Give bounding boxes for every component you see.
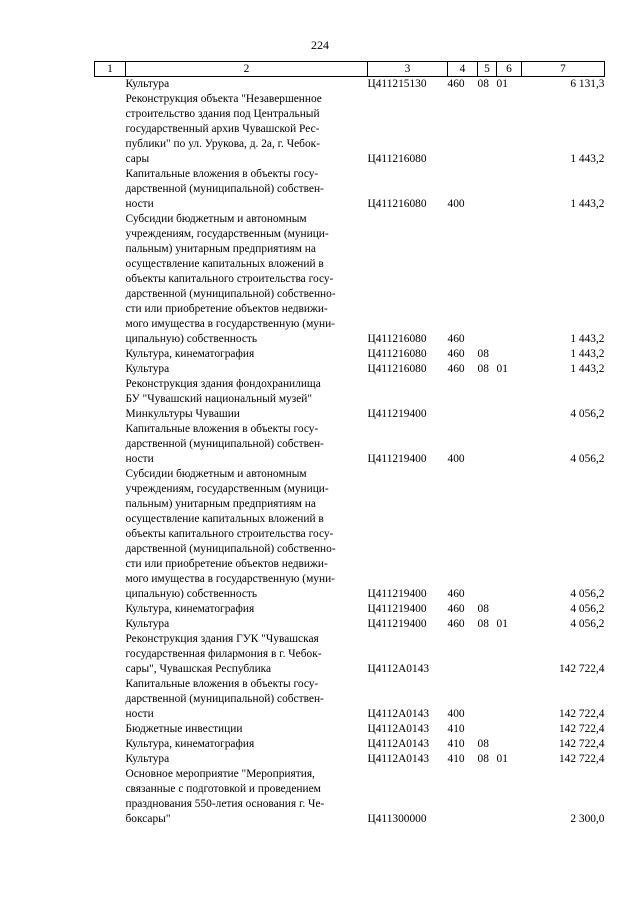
column-header: 1 [95, 62, 126, 77]
item-name-cell [126, 737, 368, 752]
table-row [95, 377, 605, 422]
row-number-cell [95, 467, 126, 602]
item-name-line: Культура, кинематография [125, 603, 255, 615]
row-number-cell [95, 167, 126, 212]
amount-cell: 1 443,2 [570, 363, 605, 375]
item-name-cell [126, 347, 368, 362]
item-name-line: Капитальные вложения в объекты госу- [125, 168, 319, 180]
item-name-line: публики" по ул. Урукова, д. 2а, г. Чебок- [125, 138, 320, 150]
table-row [95, 752, 605, 767]
expense-group-cell [448, 92, 478, 167]
target-code-cell: Ц4112А0143 [367, 723, 430, 735]
amount-cell: 1 443,2 [570, 333, 605, 345]
section-cell [478, 422, 497, 467]
section-cell: 08 [477, 738, 489, 750]
expense-group-cell: 460 [447, 78, 465, 90]
target-code-cell: Ц411219400 [367, 618, 427, 630]
section-cell [478, 92, 497, 167]
budget-table [94, 61, 605, 827]
item-name-line: дарственной (муниципальной) собствен- [125, 438, 324, 450]
item-name-line: Культура, кинематография [125, 738, 255, 750]
item-name-line: дарственной (муниципальной) собственно- [125, 288, 336, 300]
subsection-cell [497, 167, 522, 212]
table-row [95, 422, 605, 467]
target-code-cell: Ц411216080 [367, 153, 427, 165]
section-cell: 08 [477, 618, 489, 630]
section-cell [478, 677, 497, 722]
item-name-line: сары [125, 153, 150, 165]
subsection-cell: 01 [496, 618, 508, 630]
item-name-line: Культура [125, 618, 170, 630]
subsection-cell [497, 422, 522, 467]
item-name-line: пальным) унитарным предприятиям на [125, 243, 316, 255]
item-name-line: Культура, кинематография [125, 348, 255, 360]
item-name-line: осуществление капитальных вложений в [125, 258, 324, 270]
item-name-line: осуществление капитальных вложений в [125, 513, 324, 525]
item-name-line: Реконструкция здания фондохранилища [125, 378, 321, 390]
table-row [95, 347, 605, 362]
expense-group-cell: 460 [447, 333, 465, 345]
row-number-cell [95, 602, 126, 617]
expense-group-cell: 410 [447, 738, 465, 750]
row-number-cell [95, 722, 126, 737]
table-row [95, 212, 605, 347]
subsection-cell [497, 767, 522, 827]
item-name-line: ности [125, 708, 154, 720]
row-number-cell [95, 377, 126, 422]
amount-cell: 4 056,2 [570, 408, 605, 420]
subsection-cell [497, 722, 522, 737]
item-name-line: ности [125, 453, 154, 465]
item-name-line: Минкультуры Чувашии [125, 408, 240, 420]
target-code-cell: Ц411216080 [367, 333, 427, 345]
subsection-cell [497, 467, 522, 602]
amount-cell: 4 056,2 [570, 603, 605, 615]
amount-cell: 1 443,2 [570, 348, 605, 360]
subsection-cell [497, 92, 522, 167]
item-name-line: учреждениям, государственным (муници- [125, 228, 329, 240]
item-name-line: учреждениям, государственным (муници- [125, 483, 329, 495]
table-row [95, 617, 605, 632]
expense-group-cell [448, 632, 478, 677]
row-number-cell [95, 767, 126, 827]
target-code-cell: Ц411215130 [367, 78, 427, 90]
amount-cell: 4 056,2 [570, 588, 605, 600]
item-name-cell [126, 167, 368, 212]
item-name-line: Культура [125, 363, 170, 375]
subsection-cell [497, 737, 522, 752]
target-code-cell: Ц4112А0143 [367, 708, 430, 720]
target-code-cell: Ц411219400 [367, 408, 427, 420]
expense-group-cell: 410 [447, 723, 465, 735]
row-number-cell [95, 422, 126, 467]
item-name-line: ципальную) собственность [125, 588, 258, 600]
column-header: 4 [448, 62, 478, 77]
column-header: 3 [368, 62, 448, 77]
item-name-line: пальным) унитарным предприятиям на [125, 498, 316, 510]
table-row [95, 677, 605, 722]
item-name-cell [126, 77, 368, 93]
item-name-cell [126, 602, 368, 617]
target-code-cell: Ц4112А0143 [367, 663, 430, 675]
section-cell [478, 767, 497, 827]
target-code-cell: Ц411300000 [367, 813, 427, 825]
item-name-line: сары", Чувашская Республика [125, 663, 272, 675]
item-name-cell [126, 722, 368, 737]
item-name-cell [126, 362, 368, 377]
row-number-cell [95, 77, 126, 93]
item-name-line: объекты капитального строительства госу- [125, 273, 334, 285]
expense-group-cell: 460 [447, 618, 465, 630]
column-header: 6 [497, 62, 522, 77]
item-name-line: сти или приобретение объектов недвижи- [125, 303, 328, 315]
item-name-line: Капитальные вложения в объекты госу- [125, 678, 319, 690]
table-row [95, 722, 605, 737]
expense-group-cell [448, 377, 478, 422]
page-number: 224 [311, 38, 329, 52]
row-number-cell [95, 92, 126, 167]
section-cell [478, 632, 497, 677]
row-number-cell [95, 632, 126, 677]
column-header: 2 [126, 62, 368, 77]
target-code-cell: Ц411216080 [367, 198, 427, 210]
target-code-cell: Ц4112А0143 [367, 753, 430, 765]
item-name-line: празднования 550-летия основания г. Че- [125, 798, 325, 810]
expense-group-cell: 410 [447, 753, 465, 765]
expense-group-cell: 400 [447, 453, 465, 465]
section-cell: 08 [477, 348, 489, 360]
item-name-cell [126, 377, 368, 422]
item-name-line: Культура [125, 78, 170, 90]
item-name-line: дарственной (муниципальной) собствен- [125, 693, 324, 705]
subsection-cell [497, 677, 522, 722]
item-name-line: мого имущества в государственную (муни- [125, 318, 335, 330]
column-header: 5 [478, 62, 497, 77]
subsection-cell [497, 347, 522, 362]
expense-group-cell: 460 [447, 603, 465, 615]
item-name-line: Субсидии бюджетным и автономным [125, 468, 307, 480]
item-name-cell [126, 212, 368, 347]
amount-cell: 2 300,0 [570, 813, 605, 825]
item-name-cell [126, 677, 368, 722]
item-name-line: связанные с подготовкой и проведением [125, 783, 321, 795]
item-name-line: строительство здания под Центральный [125, 108, 320, 120]
item-name-cell [126, 632, 368, 677]
section-cell: 08 [477, 603, 489, 615]
section-cell [478, 212, 497, 347]
subsection-cell [497, 377, 522, 422]
target-code-cell: Ц411216080 [367, 363, 427, 375]
amount-cell: 4 056,2 [570, 453, 605, 465]
amount-cell: 142 722,4 [558, 738, 605, 750]
subsection-cell [497, 602, 522, 617]
item-name-cell [126, 767, 368, 827]
item-name-cell [126, 467, 368, 602]
amount-cell: 1 443,2 [570, 198, 605, 210]
target-code-cell: Ц411219400 [367, 453, 427, 465]
item-name-line: Реконструкция объекта "Незавершенное [125, 93, 322, 105]
amount-cell: 142 722,4 [558, 708, 605, 720]
target-code-cell: Ц411216080 [367, 348, 427, 360]
row-number-cell [95, 617, 126, 632]
target-code-cell: Ц4112А0143 [367, 738, 430, 750]
section-cell [478, 167, 497, 212]
item-name-cell [126, 422, 368, 467]
item-name-line: государственный архив Чувашской Рес- [125, 123, 320, 135]
expense-group-cell: 460 [447, 363, 465, 375]
item-name-line: Реконструкция здания ГУК "Чувашская [125, 633, 319, 645]
section-cell: 08 [477, 363, 489, 375]
table-row [95, 467, 605, 602]
table-row [95, 737, 605, 752]
item-name-line: БУ "Чувашский национальный музей" [125, 393, 313, 405]
row-number-cell [95, 212, 126, 347]
table-row [95, 167, 605, 212]
expense-group-cell [448, 767, 478, 827]
subsection-cell: 01 [496, 363, 508, 375]
item-name-line: Основное мероприятие "Мероприятия, [125, 768, 315, 780]
item-name-line: Субсидии бюджетным и автономным [125, 213, 307, 225]
table-row [95, 362, 605, 377]
subsection-cell: 01 [496, 753, 508, 765]
amount-cell: 142 722,4 [558, 723, 605, 735]
item-name-line: сти или приобретение объектов недвижи- [125, 558, 328, 570]
item-name-cell [126, 752, 368, 767]
subsection-cell [497, 212, 522, 347]
table-row [95, 92, 605, 167]
item-name-line: мого имущества в государственную (муни- [125, 573, 335, 585]
amount-cell: 4 056,2 [570, 618, 605, 630]
table-row [95, 602, 605, 617]
section-cell: 08 [477, 78, 489, 90]
table-body [95, 77, 605, 828]
subsection-cell [497, 632, 522, 677]
item-name-cell [126, 617, 368, 632]
amount-cell: 142 722,4 [558, 753, 605, 765]
item-name-line: Культура [125, 753, 170, 765]
item-name-line: Бюджетные инвестиции [125, 723, 243, 735]
target-code-cell: Ц411219400 [367, 603, 427, 615]
row-number-cell [95, 362, 126, 377]
item-name-line: дарственной (муниципальной) собственно- [125, 543, 336, 555]
section-cell [478, 377, 497, 422]
item-name-line: ности [125, 198, 154, 210]
table-row [95, 767, 605, 827]
section-cell [478, 722, 497, 737]
item-name-line: Капитальные вложения в объекты госу- [125, 423, 319, 435]
expense-group-cell: 400 [447, 198, 465, 210]
header-row [95, 62, 605, 77]
subsection-cell: 01 [496, 78, 508, 90]
row-number-cell [95, 677, 126, 722]
expense-group-cell: 460 [447, 348, 465, 360]
table-row [95, 77, 605, 93]
item-name-line: государственная филармония в г. Чебок- [125, 648, 322, 660]
item-name-line: объекты капитального строительства госу- [125, 528, 334, 540]
amount-cell: 6 131,3 [570, 78, 605, 90]
expense-group-cell: 460 [447, 588, 465, 600]
row-number-cell [95, 752, 126, 767]
table-row [95, 632, 605, 677]
item-name-cell [126, 92, 368, 167]
section-cell [478, 467, 497, 602]
target-code-cell: Ц411219400 [367, 588, 427, 600]
amount-cell: 142 722,4 [558, 663, 605, 675]
column-header: 7 [522, 62, 605, 77]
row-number-cell [95, 737, 126, 752]
item-name-line: боксары" [125, 813, 171, 825]
item-name-line: ципальную) собственность [125, 333, 258, 345]
section-cell: 08 [477, 753, 489, 765]
expense-group-cell: 400 [447, 708, 465, 720]
item-name-line: дарственной (муниципальной) собствен- [125, 183, 324, 195]
amount-cell: 1 443,2 [570, 153, 605, 165]
row-number-cell [95, 347, 126, 362]
